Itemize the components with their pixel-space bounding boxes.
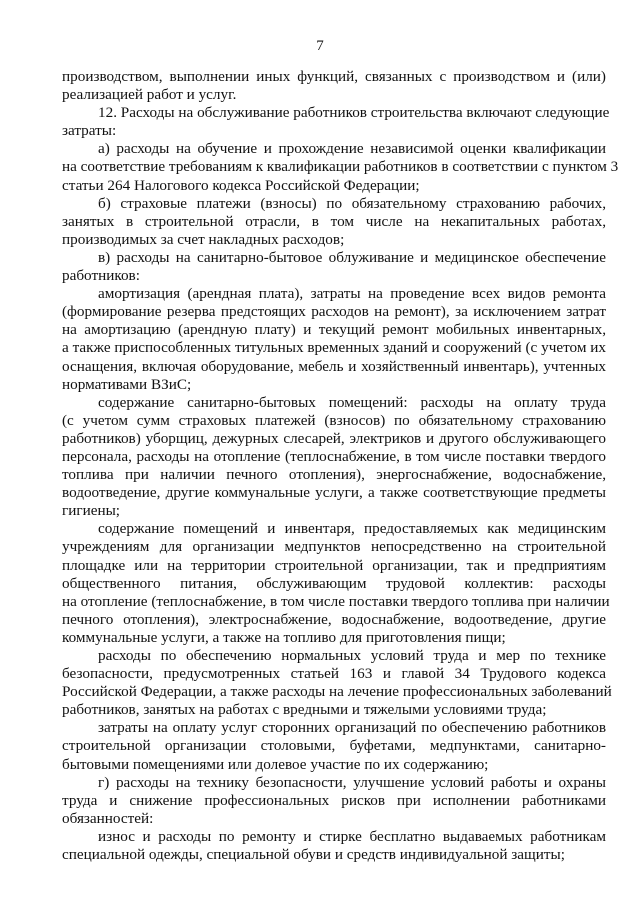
text-line: производимых за счет накладных расходов;: [62, 230, 345, 248]
text-line: на отопление (теплоснабжение, в том числе поставки твердого топлива при наличии: [62, 592, 610, 610]
text-line: статьи 264 Налогового кодекса Российской Федерации;: [62, 176, 420, 194]
text-line: печного отопления), электроснабжение, водоснабжение, водоотведение, другие: [62, 610, 606, 628]
text-line: затраты:: [62, 122, 117, 140]
text-line: топлива при наличии печного отопления), энергоснабжение, водоснабжение,: [62, 466, 606, 484]
text-line: содержание санитарно-бытовых помещений: расходы на оплату труда: [98, 393, 606, 411]
document-body: [62, 68, 619, 864]
text-line: нормативами ВЗиС;: [62, 375, 192, 393]
text-line: (с учетом сумм страховых платежей (взносов) по обязательному страхованию: [62, 411, 606, 429]
text-line: работников, занятых на работах с вредными и тяжелыми условиями труда;: [62, 701, 547, 719]
text-line: (формирование резерва предстоящих расходов на ремонт), за исключением затрат: [62, 303, 606, 321]
text-line: на амортизацию (арендную плату) и текущий ремонт мобильных инвентарных,: [62, 321, 606, 339]
text-line: б) страховые платежи (взносы) по обязательному страхованию рабочих,: [98, 194, 606, 212]
text-line: г) расходы на технику безопасности, улучшение условий работы и охраны: [98, 773, 606, 791]
text-line: работников) уборщиц, дежурных слесарей, электриков и другого обслуживающего: [62, 429, 606, 447]
text-line: производством, выполнении иных функций, связанных с производством и (или): [62, 68, 606, 85]
text-line: бытовыми помещениями или долевое участие по их содержанию;: [62, 755, 489, 773]
text-line: а также приспособленных титульных временных зданий и сооружений (с учетом их: [62, 339, 606, 357]
text-line: учреждениям для организации медпунктов непосредственно на строительной: [62, 538, 606, 556]
text-line: труда и снижение профессиональных рисков при исполнении работниками: [62, 791, 606, 809]
text-line: содержание помещений и инвентаря, предоставляемых как медицинским: [98, 520, 606, 538]
text-line: площадке или на территории строительной организации, так и предприятиям: [62, 556, 606, 574]
text-line: Российской Федерации, а также расходы на лечение профессиональных заболеваний: [62, 683, 612, 701]
text-line: строительной организации столовыми, буфетами, медпунктами, санитарно-: [62, 737, 606, 755]
text-line: коммунальные услуги, а также на топливо для приготовления пищи;: [62, 628, 506, 646]
text-line: работников:: [62, 267, 140, 285]
text-line: реализацией работ и услуг.: [62, 86, 237, 104]
page-number: 7: [316, 38, 324, 54]
text-line: а) расходы на обучение и прохождение независимой оценки квалификации: [98, 140, 606, 158]
text-line: водоотведение, другие коммунальные услуги, а также соответствующие предметы: [62, 484, 606, 502]
text-line: в) расходы на санитарно-бытовое облуживание и медицинское обеспечение: [98, 248, 606, 266]
text-line: гигиены;: [62, 502, 121, 520]
text-line: оснащения, включая оборудование, мебель и хозяйственный инвентарь), учтенных: [62, 357, 606, 375]
text-line: специальной одежды, специальной обуви и средств индивидуальной защиты;: [62, 846, 565, 864]
text-line: на соответствие требованиям к квалификации работников в соответствии с пунктом 3: [62, 158, 619, 176]
text-line: персонала, расходы на отопление (теплоснабжение, в том числе поставки твердого: [62, 447, 606, 465]
text-line: обязанностей:: [62, 809, 154, 827]
text-line: затраты на оплату услуг сторонних организаций по обеспечению работников: [98, 719, 606, 737]
text-line: амортизация (арендная плата), затраты на проведение всех видов ремонта: [98, 285, 606, 303]
text-line: безопасности, предусмотренных статьей 163 и главой 34 Трудового кодекса: [62, 665, 606, 683]
text-line: износ и расходы по ремонту и стирке бесплатно выдаваемых работникам: [98, 827, 606, 845]
text-line: общественного питания, обслуживающим трудовой коллектив: расходы: [62, 574, 606, 592]
text-line: 12. Расходы на обслуживание работников строительства включают следующие: [98, 104, 610, 122]
text-line: расходы по обеспечению нормальных условий труда и мер по технике: [98, 647, 606, 664]
text-line: занятых в строительной отрасли, в том числе на некапитальных работах,: [62, 212, 606, 230]
